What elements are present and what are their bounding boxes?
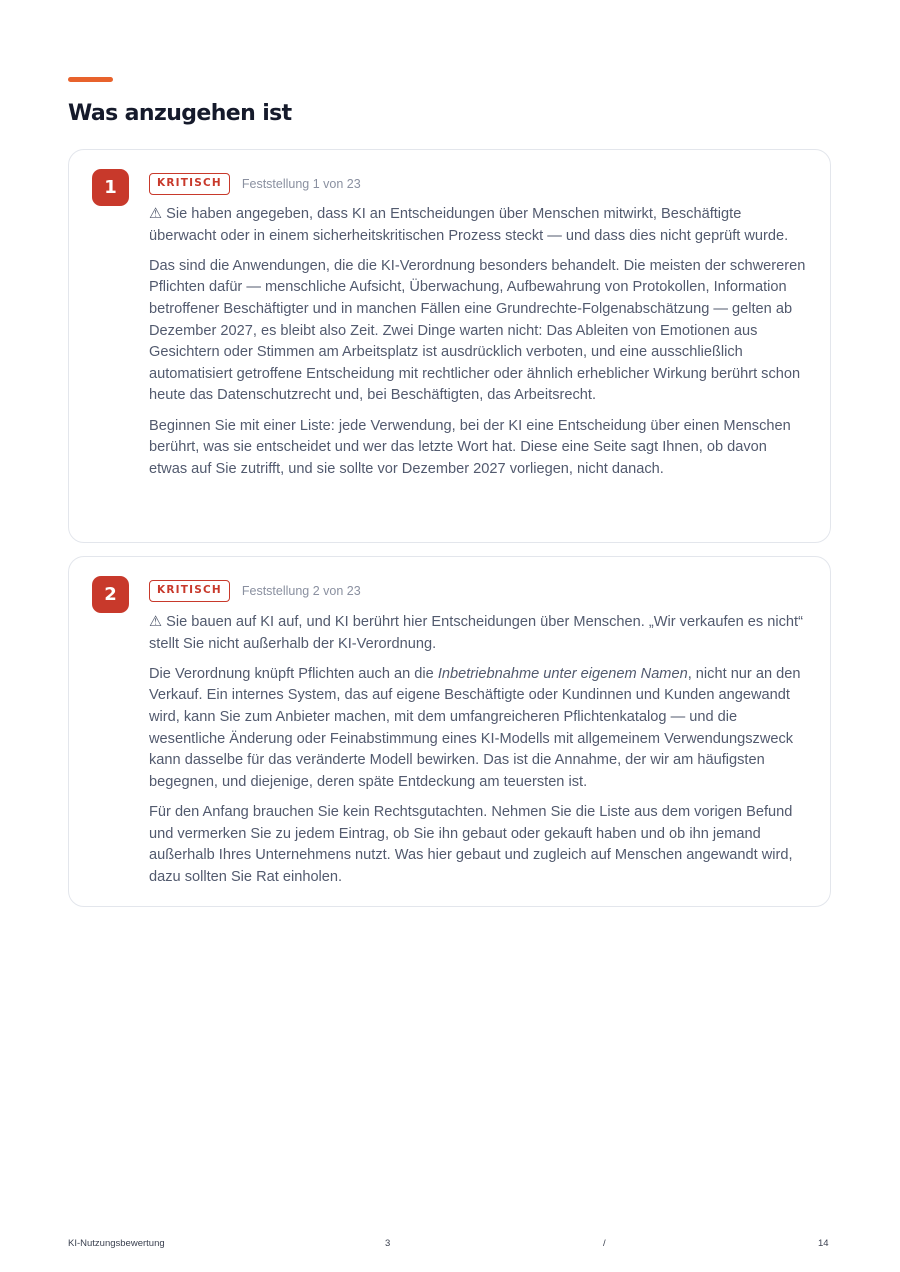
finding-number: 1 (92, 169, 129, 206)
finding-header (149, 173, 361, 195)
severity-badge: KRITISCH (149, 173, 230, 195)
finding-summary: ⚠ Sie haben angegeben, dass KI an Entscheidungen über Menschen mitwirkt, Beschäftigte überwacht oder in einem sicherheitskritischen Prozess steckt — und dass dies nicht geprüft wurde. (149, 206, 789, 244)
finding-counter: Feststellung 1 von 23 (241, 177, 361, 191)
finding-counter: Feststellung 2 von 23 (241, 584, 361, 598)
footer-separator: / (603, 1238, 606, 1249)
explanation-text: , nicht nur an den Verkauf. Ein internes System, das auf eigene Beschäftigte oder Kundinnen und Kunden angewandt wird, kann Sie zum Anbieter machen, mit dem umfangreicheren Pflichtenkatalog — und die wesentliche Änderung oder Feinabstimmung eines KI-Modells mit allgemeinem Verwendungszweck kann dasselbe für das veränderte Modell bewirken. Das ist die Annahme, der wir am häufigsten begegnen, und diejenige, deren späte Entdeckung am teuersten ist. (149, 665, 801, 790)
footer-page-number: 3 (385, 1238, 391, 1249)
finding-card (68, 556, 831, 907)
finding-header (149, 580, 361, 602)
finding-body (149, 612, 809, 897)
explanation-text: Die Verordnung knüpft Pflichten auch an die (149, 665, 438, 682)
page-title: Was anzugehen ist (68, 101, 292, 126)
finding-summary: ⚠ Sie bauen auf KI auf, und KI berührt hier Entscheidungen über Menschen. „Wir verkaufen es nicht“ stellt Sie nicht außerhalb der KI-Verordnung. (149, 614, 803, 652)
severity-badge: KRITISCH (149, 580, 230, 602)
finding-body (149, 204, 809, 489)
finding-explanation (149, 664, 809, 794)
finding-recommendation: Für den Anfang brauchen Sie kein Rechtsgutachten. Nehmen Sie die Liste aus dem vorigen Befund und vermerken Sie zu jedem Eintrag, ob Sie ihn gebaut oder gekauft haben und ob ihn jemand außerhalb Ihres Unternehmens nutzt. Was hier gebaut und zugleich auf Menschen angewandt wird, dazu sollten Sie Rat einholen. (149, 803, 793, 885)
finding-card (68, 149, 831, 543)
footer-total-pages: 14 (818, 1238, 829, 1249)
finding-number: 2 (92, 576, 129, 613)
accent-bar (68, 77, 113, 82)
finding-explanation: Das sind die Anwendungen, die die KI-Verordnung besonders behandelt. Die meisten der schwereren Pflichten dafür — menschliche Aufsicht, Überwachung, Aufbewahrung von Protokollen, Information betroffener Beschäftigter und in manchen Fällen eine Grundrechte-Folgenabschätzung — gelten ab Dezember 2027, es bleibt also Zeit. Zwei Dinge warten nicht: Das Ableiten von Emotionen aus Gesichtern oder Stimmen am Arbeitsplatz ist ausdrücklich verboten, und eine ausschließlich automatisiert getroffene Entscheidung mit rechtlicher oder ähnlich erheblicher Wirkung berührt schon heute das Datenschutzrecht und, bei Beschäftigten, das Arbeitsrecht. (149, 257, 806, 404)
footer-document-name: KI-Nutzungsbewertung (68, 1238, 165, 1249)
emphasis-text: Inbetriebnahme unter eigenem Namen (437, 665, 688, 682)
finding-recommendation: Beginnen Sie mit einer Liste: jede Verwendung, bei der KI eine Entscheidung über einen Menschen berührt, was sie entscheidet und wer das letzte Wort hat. Diese eine Seite sagt Ihnen, ob davon etwas auf Sie zutrifft, und sie sollte vor Dezember 2027 vorliegen, nicht danach. (149, 417, 791, 477)
